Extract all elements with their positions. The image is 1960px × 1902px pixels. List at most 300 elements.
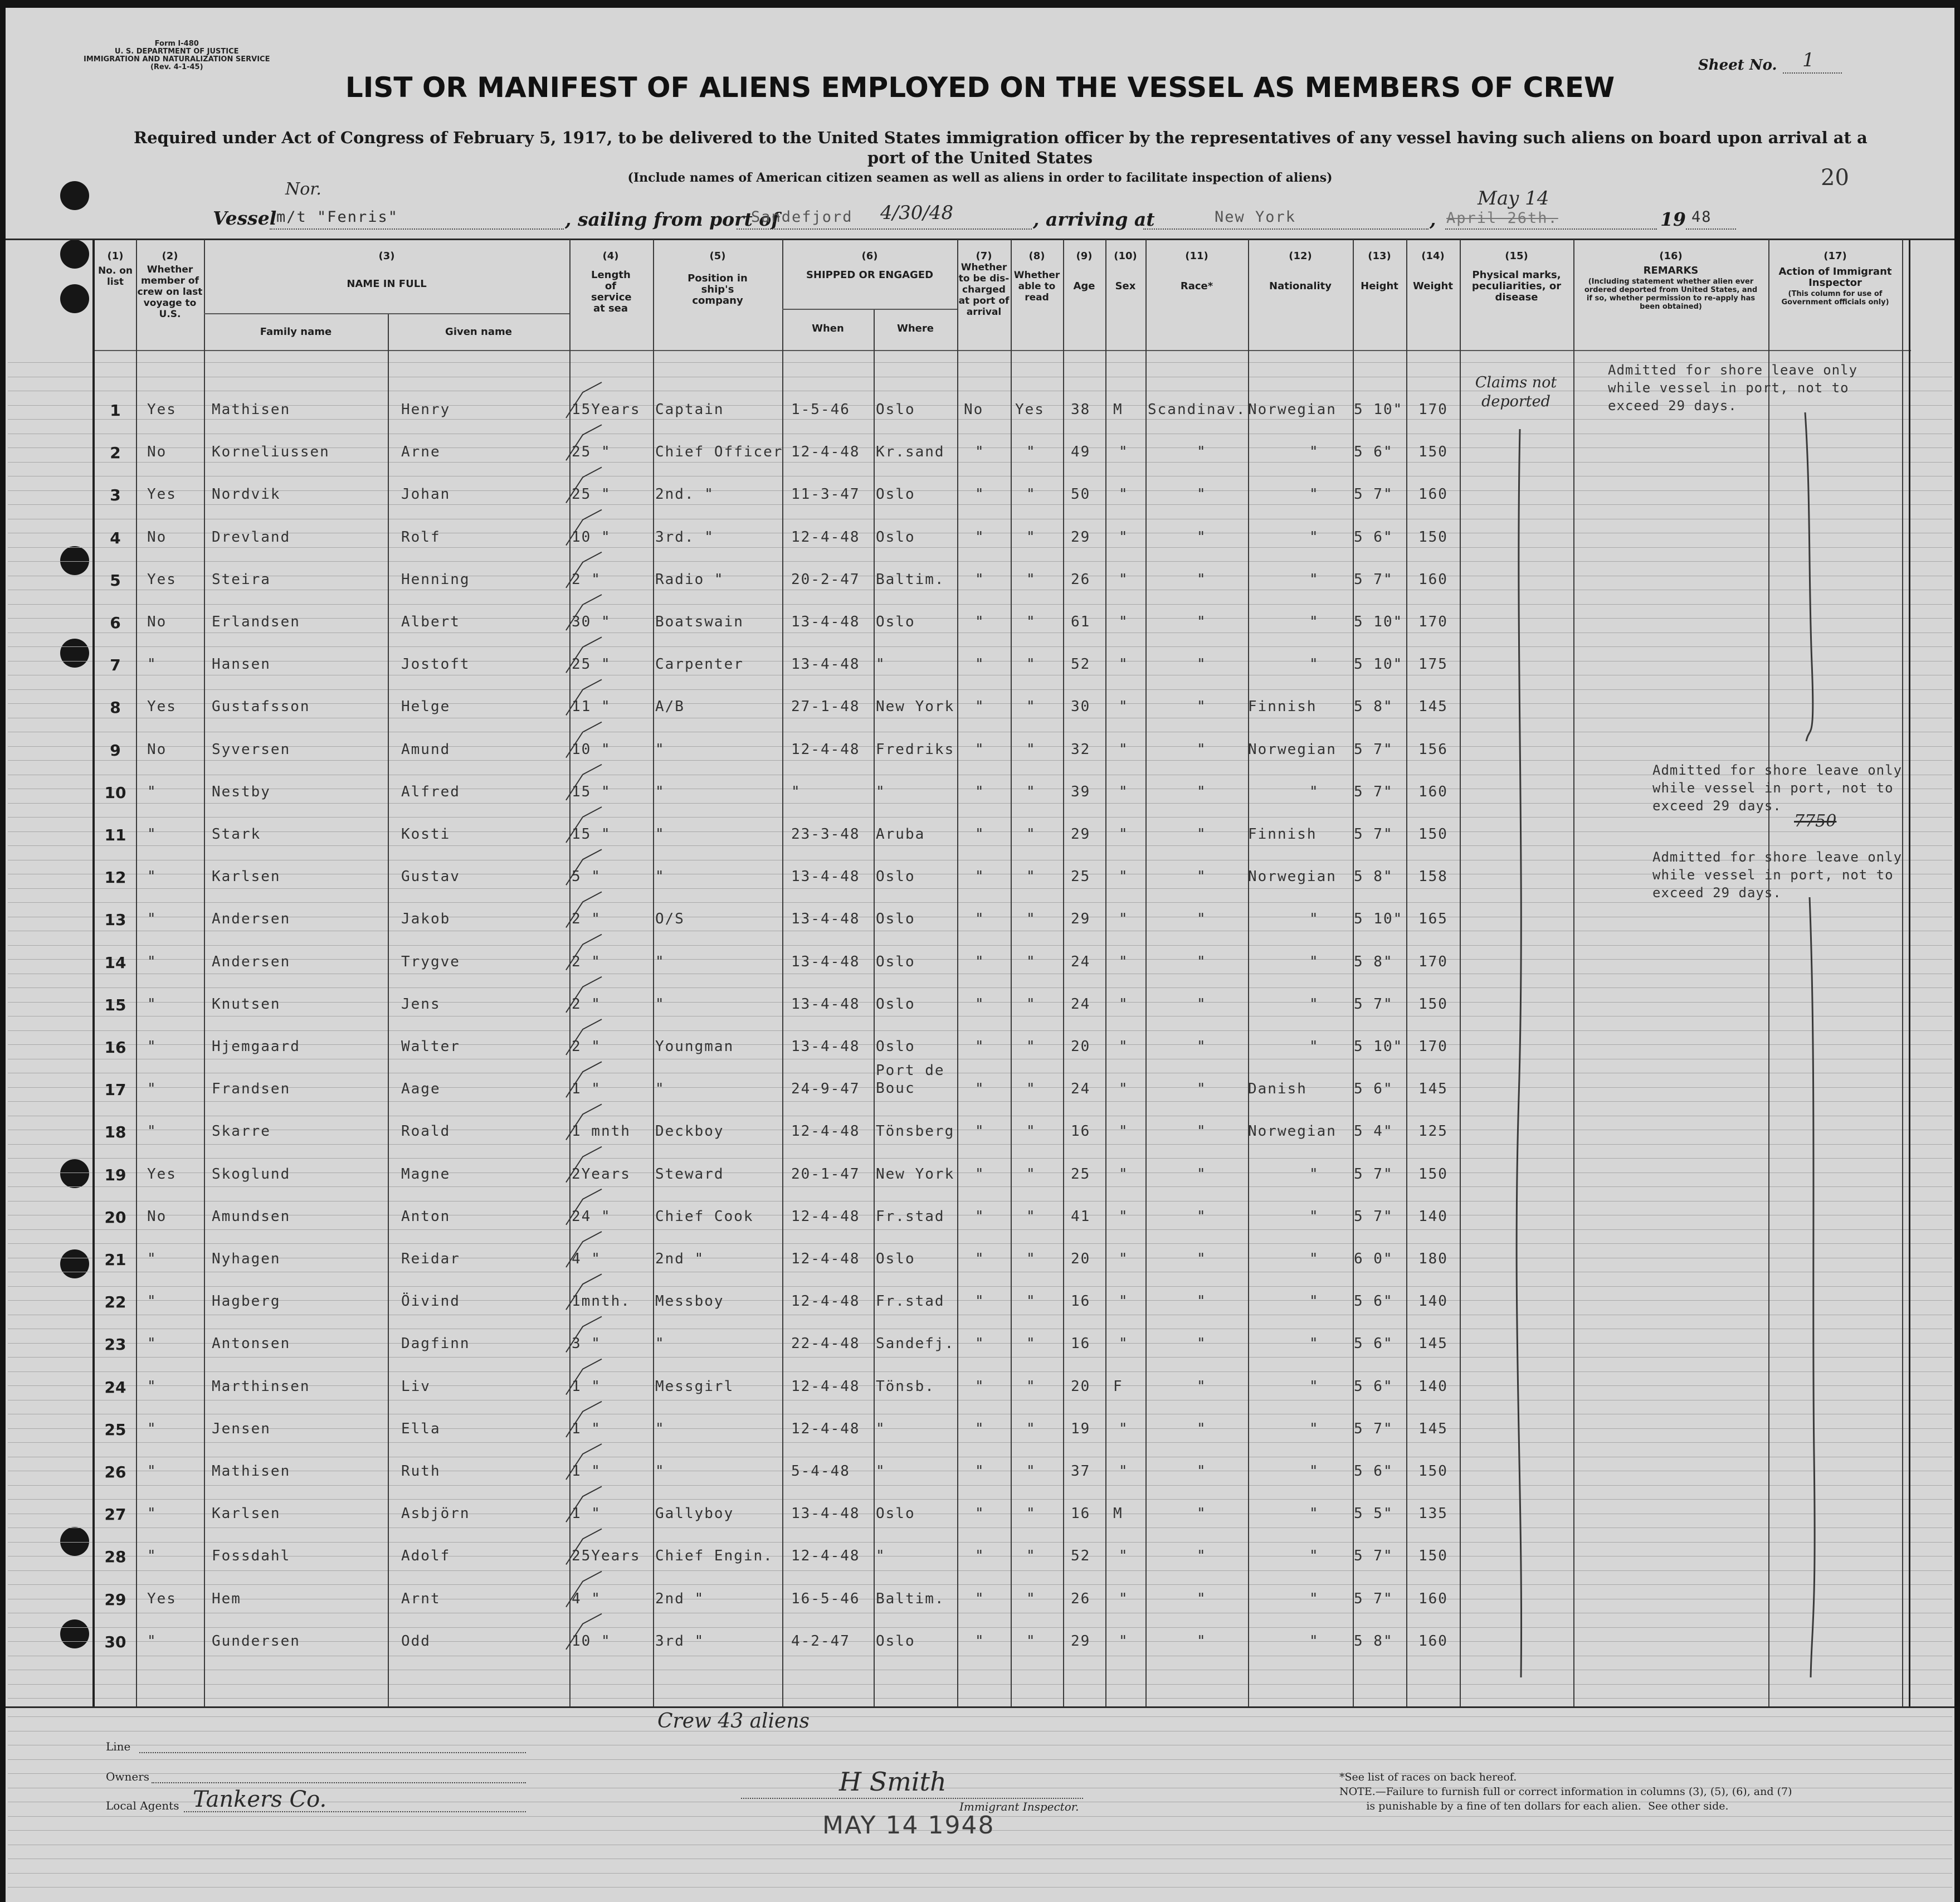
cell-given-name: Henry (401, 401, 451, 418)
cell-sex: " (1119, 954, 1129, 970)
cell-position: " (655, 954, 665, 970)
tick-mark (566, 977, 602, 1013)
sailing-label: , sailing from port of (565, 208, 779, 230)
cell-last-voyage: " (147, 1081, 157, 1097)
ruled-line (8, 1144, 1952, 1145)
cell-length-of-service: 2 " (572, 954, 601, 970)
cell-family-name: Nestby (212, 784, 271, 800)
cell-height: 5 5" (1354, 1505, 1393, 1522)
cell-nationality: Finnish (1248, 826, 1317, 843)
cell-last-voyage: " (147, 784, 157, 800)
cell-length-of-service: 24 " (572, 1208, 611, 1225)
cell-weight: 170 (1418, 401, 1448, 418)
cell-sex: " (1119, 656, 1129, 673)
shipped-subheader-line (782, 309, 957, 310)
cell-able-to-read: " (1026, 1038, 1036, 1055)
cell-shipped-when: 12-4-48 (791, 741, 860, 758)
punch-hole (60, 1249, 89, 1278)
cell-position: Messgirl (655, 1378, 734, 1395)
cell-given-name: Jens (401, 996, 441, 1013)
tick-mark (566, 382, 602, 418)
inspector-signature: H Smith (839, 1767, 947, 1797)
cell-given-name: Kosti (401, 826, 451, 843)
cell-sex: " (1119, 571, 1129, 588)
cell-sex: M (1113, 1505, 1123, 1522)
column-divider (1105, 240, 1106, 1706)
cell-nationality: " (1309, 1633, 1319, 1650)
cell-last-voyage: " (147, 1123, 157, 1140)
cell-age: 25 (1071, 1166, 1091, 1183)
sheet-number-label: Sheet No. (1698, 57, 1777, 74)
cell-position: " (655, 996, 665, 1013)
cell-able-to-read: Yes (1015, 401, 1045, 418)
table-right-border (1909, 240, 1910, 1706)
cell-last-voyage: " (147, 1038, 157, 1055)
cell-family-name: Hem (212, 1590, 241, 1607)
cell-row-number: 30 (104, 1633, 126, 1651)
form-info (84, 40, 270, 71)
cell-length-of-service: 2 " (572, 571, 601, 588)
ruled-line (8, 760, 1952, 761)
cell-position: " (655, 1421, 665, 1437)
cell-row-number: 23 (104, 1335, 126, 1354)
cell-shipped-where: Tönsberg (876, 1123, 955, 1140)
cell-age: 24 (1071, 954, 1091, 970)
cell-weight: 145 (1418, 1421, 1448, 1437)
cell-row-number: 11 (104, 826, 126, 844)
cell-shipped-when: 13-4-48 (791, 868, 860, 885)
column-header-last-voyage (136, 251, 204, 320)
cell-race: " (1197, 1335, 1207, 1352)
column-header-sex (1105, 251, 1145, 292)
cell-shipped-when: 1-5-46 (791, 401, 850, 418)
column-number: (9) (1076, 250, 1093, 262)
cell-weight: 125 (1418, 1123, 1448, 1140)
cell-sex: " (1119, 1590, 1129, 1607)
cell-race: " (1197, 784, 1207, 800)
tick-mark (566, 1614, 602, 1650)
cell-shipped-where: Oslo (876, 911, 915, 927)
cell-sex: " (1119, 911, 1129, 927)
cell-weight: 140 (1418, 1208, 1448, 1225)
cell-race: " (1197, 741, 1207, 758)
cell-shipped-where: Oslo (876, 868, 915, 885)
cell-sex: " (1119, 1038, 1129, 1055)
cell-able-to-read: " (1026, 698, 1036, 715)
cell-height: 5 7" (1354, 1166, 1393, 1183)
column-label: Height (1361, 280, 1398, 292)
column-header-family-name: Family name (260, 326, 332, 338)
column-number: (16) (1659, 250, 1683, 262)
cell-family-name: Drevland (212, 529, 291, 546)
cell-family-name: Frandsen (212, 1081, 291, 1097)
cell-last-voyage: " (147, 954, 157, 970)
line-label: Line (106, 1740, 131, 1753)
column-number: (12) (1289, 250, 1312, 262)
column-header-inspector-action (1768, 251, 1902, 307)
cell-position: Captain (655, 401, 724, 418)
tick-mark (566, 1104, 602, 1140)
remark-row-1: Admitted for shore leave only while vessel in port, not to exceed 29 days. (1608, 362, 1858, 414)
cell-height: 5 6" (1354, 1081, 1393, 1097)
cell-discharged: " (975, 868, 985, 885)
cell-age: 61 (1071, 614, 1091, 630)
cell-race: " (1197, 1548, 1207, 1564)
cell-position: " (655, 868, 665, 885)
cell-nationality: Norwegian (1248, 1123, 1337, 1140)
column-number: (17) (1824, 250, 1847, 262)
ruled-line (8, 1186, 1952, 1187)
cell-height: 5 7" (1354, 1421, 1393, 1437)
cell-age: 52 (1071, 656, 1091, 673)
tick-mark (566, 510, 602, 546)
cell-row-number: 2 (110, 444, 121, 462)
cell-able-to-read: " (1026, 826, 1036, 843)
cell-row-number: 1 (110, 401, 121, 420)
cell-length-of-service: 2Years (572, 1166, 631, 1183)
cell-sex: " (1119, 1081, 1129, 1097)
column-label: Length of service at sea (591, 269, 632, 314)
cell-discharged: " (975, 1548, 985, 1564)
cell-row-number: 19 (104, 1166, 126, 1184)
subtitle-port: port of the United States (867, 148, 1093, 167)
cell-weight: 170 (1418, 954, 1448, 970)
column-label: Weight (1413, 280, 1453, 292)
subtitle-requirement: Required under Act of Congress of February 5, 1917, to be delivered to the United States immigration officer by the representatives of any vessel having such aliens on board upon arrival at a (134, 128, 1868, 147)
cell-height: 5 7" (1354, 1590, 1393, 1607)
tick-mark (566, 1572, 602, 1607)
signature-line (741, 1798, 1083, 1799)
cell-last-voyage: " (147, 826, 157, 843)
cell-able-to-read: " (1026, 1166, 1036, 1183)
cell-discharged: " (975, 614, 985, 630)
ruled-line (8, 646, 1952, 647)
cell-shipped-where: Fredriks (876, 741, 955, 758)
ruled-line (8, 1371, 1952, 1372)
cell-last-voyage: Yes (147, 698, 177, 715)
tick-mark (566, 1316, 602, 1352)
cell-given-name: Helge (401, 698, 451, 715)
column-number: (11) (1185, 250, 1208, 262)
ruled-line (8, 902, 1952, 903)
cell-able-to-read: " (1026, 1633, 1036, 1650)
cell-race: " (1197, 996, 1207, 1013)
cell-race: " (1197, 868, 1207, 885)
cell-last-voyage: " (147, 1335, 157, 1352)
cell-given-name: Ella (401, 1421, 441, 1437)
cell-discharged: " (975, 1081, 985, 1097)
year-value: 48 (1691, 208, 1712, 226)
cell-position: " (655, 741, 665, 758)
cell-given-name: Johan (401, 486, 451, 503)
cell-last-voyage: Yes (147, 486, 177, 503)
cell-length-of-service: 2 " (572, 996, 601, 1013)
cell-sex: " (1119, 1633, 1129, 1650)
cell-nationality: " (1309, 1166, 1319, 1183)
cell-given-name: Henning (401, 571, 470, 588)
cell-shipped-where: Oslo (876, 1038, 915, 1055)
owners-label: Owners (106, 1770, 150, 1783)
cell-shipped-where: Oslo (876, 401, 915, 418)
cell-race: " (1197, 444, 1207, 460)
cell-sex: " (1119, 486, 1129, 503)
cell-family-name: Marthinsen (212, 1378, 310, 1395)
column-header-shipped-or-engaged (782, 251, 957, 281)
cell-able-to-read: " (1026, 954, 1036, 970)
cell-able-to-read: " (1026, 614, 1036, 630)
cell-shipped-where: Oslo (876, 529, 915, 546)
cell-height: 5 6" (1354, 444, 1393, 460)
cell-shipped-when: 13-4-48 (791, 614, 860, 630)
cell-position: A/B (655, 698, 685, 715)
cell-sex: " (1119, 444, 1129, 460)
cell-position: O/S (655, 911, 685, 927)
cell-age: 16 (1071, 1293, 1091, 1310)
cell-race: " (1197, 1421, 1207, 1437)
cell-shipped-when: 5-4-48 (791, 1463, 850, 1480)
cell-height: 5 10" (1354, 656, 1403, 673)
column-header-race (1145, 251, 1248, 292)
cell-discharged: " (975, 486, 985, 503)
cell-shipped-when: 13-4-48 (791, 656, 860, 673)
column-number: (8) (1028, 250, 1045, 262)
cell-family-name: Stark (212, 826, 261, 843)
cell-able-to-read: " (1026, 529, 1036, 546)
cell-shipped-when: 12-4-48 (791, 1208, 860, 1225)
cell-height: 5 8" (1354, 954, 1393, 970)
cell-row-number: 16 (104, 1038, 126, 1057)
cell-shipped-when: 12-4-48 (791, 444, 860, 460)
cell-shipped-when: 12-4-48 (791, 1421, 860, 1437)
cell-given-name: Odd (401, 1633, 431, 1650)
cell-weight: 170 (1418, 1038, 1448, 1055)
cell-length-of-service: 1 mnth (572, 1123, 631, 1140)
cell-nationality: " (1309, 1505, 1319, 1522)
cell-age: 16 (1071, 1505, 1091, 1522)
cell-weight: 150 (1418, 996, 1448, 1013)
ruled-line (8, 419, 1952, 420)
column-divider (1011, 240, 1012, 1706)
cell-shipped-when: 27-1-48 (791, 698, 860, 715)
cell-shipped-where: Kr.sand (876, 444, 945, 460)
cell-discharged: " (975, 698, 985, 715)
cell-race: " (1197, 529, 1207, 546)
cell-age: 37 (1071, 1463, 1091, 1480)
cell-height: 5 7" (1354, 1548, 1393, 1564)
local-agents-label: Local Agents (106, 1799, 179, 1812)
cell-row-number: 25 (104, 1421, 126, 1439)
cell-age: 41 (1071, 1208, 1091, 1225)
table-top-border (6, 239, 1954, 240)
cell-shipped-where: Oslo (876, 954, 915, 970)
punch-hole (60, 240, 89, 269)
ruled-line (8, 1101, 1952, 1102)
ruled-line (8, 1243, 1952, 1244)
cell-position: 3rd " (655, 1633, 705, 1650)
cell-length-of-service: 15Years (572, 401, 641, 418)
ruled-line (8, 1684, 1952, 1685)
cell-able-to-read: " (1026, 444, 1036, 460)
column-divider (1573, 240, 1574, 1706)
cell-discharged: " (975, 1590, 985, 1607)
cell-length-of-service: 10 " (572, 741, 611, 758)
cell-family-name: Skoglund (212, 1166, 291, 1183)
cell-row-number: 27 (104, 1505, 126, 1524)
cell-race: " (1197, 486, 1207, 503)
cell-row-number: 14 (104, 954, 126, 972)
cell-given-name: Reidar (401, 1251, 460, 1267)
punch-hole (60, 284, 89, 313)
cell-family-name: Fossdahl (212, 1548, 291, 1564)
cell-row-number: 7 (110, 656, 121, 674)
remark-row-10: Admitted for shore leave only while vessel in port, not to exceed 29 days. (1652, 762, 1903, 814)
column-label: REMARKS (1643, 265, 1699, 276)
cell-shipped-when: 12-4-48 (791, 1548, 860, 1564)
column-header-physical-marks (1460, 251, 1573, 303)
ruled-line (8, 504, 1952, 505)
ruled-line (8, 1485, 1952, 1486)
ruled-line (8, 1698, 1952, 1699)
cell-weight: 160 (1418, 784, 1448, 800)
cell-discharged: " (975, 1633, 985, 1650)
cell-length-of-service: 1 " (572, 1505, 601, 1522)
cell-discharged: " (975, 784, 985, 800)
cell-given-name: Dagfinn (401, 1335, 470, 1352)
cell-shipped-when: 12-4-48 (791, 1293, 860, 1310)
cell-discharged: " (975, 826, 985, 843)
frame-right (1954, 0, 1960, 1902)
column-label: No. on list (97, 265, 133, 288)
column-header-when: When (812, 323, 844, 334)
ruled-line (8, 1158, 1952, 1159)
cell-family-name: Hagberg (212, 1293, 281, 1310)
cell-age: 20 (1071, 1378, 1091, 1395)
cell-discharged: " (975, 1123, 985, 1140)
tick-mark (566, 637, 602, 673)
column-number: (4) (602, 250, 619, 262)
arriving-port: New York (1215, 208, 1296, 226)
tick-mark (566, 552, 602, 588)
cell-race: " (1197, 1251, 1207, 1267)
cell-nationality: " (1309, 1421, 1319, 1437)
form-number: Form I-480 (154, 40, 199, 48)
cell-given-name: Trygve (401, 954, 460, 970)
cell-age: 16 (1071, 1335, 1091, 1352)
cell-family-name: Gustafsson (212, 698, 310, 715)
cell-discharged: " (975, 911, 985, 927)
cell-weight: 160 (1418, 486, 1448, 503)
tick-mark (566, 1232, 602, 1267)
cell-able-to-read: " (1026, 1548, 1036, 1564)
cell-given-name: Anton (401, 1208, 451, 1225)
ruled-line (8, 1570, 1952, 1571)
column-divider (136, 240, 137, 1706)
tick-mark (566, 425, 602, 460)
cell-row-number: 13 (104, 911, 126, 929)
tick-mark (566, 1359, 602, 1395)
column-label: Action of Immigrant Inspector (1778, 266, 1892, 289)
cell-nationality: " (1309, 1208, 1319, 1225)
cell-sex: " (1119, 529, 1129, 546)
cell-race: " (1197, 1505, 1207, 1522)
cell-race: " (1197, 656, 1207, 673)
cell-length-of-service: 15 " (572, 826, 611, 843)
cell-given-name: Alfred (401, 784, 460, 800)
punch-hole (60, 1159, 89, 1188)
ruled-line (8, 689, 1952, 690)
cell-given-name: Jostoft (401, 656, 470, 673)
cell-discharged: " (975, 1208, 985, 1225)
cell-race: " (1197, 1293, 1207, 1310)
cell-last-voyage: " (147, 1378, 157, 1395)
cell-last-voyage: Yes (147, 1590, 177, 1607)
cell-discharged: " (975, 1251, 985, 1267)
cell-last-voyage: " (147, 868, 157, 885)
cell-position: Deckboy (655, 1123, 724, 1140)
cell-position: " (655, 826, 665, 843)
cell-row-number: 20 (104, 1208, 126, 1227)
column-label: Nationality (1269, 280, 1332, 292)
cell-family-name: Syversen (212, 741, 291, 758)
cell-nationality: Danish (1248, 1081, 1307, 1097)
cell-race: " (1197, 911, 1207, 927)
cell-height: 5 10" (1354, 911, 1403, 927)
column-number: (10) (1114, 250, 1137, 262)
cell-family-name: Skarre (212, 1123, 271, 1140)
column-divider (1248, 240, 1249, 1706)
cell-height: 5 10" (1354, 401, 1403, 418)
cell-age: 25 (1071, 868, 1091, 885)
cell-weight: 150 (1418, 826, 1448, 843)
cell-length-of-service: 11 " (572, 698, 611, 715)
column-label: Physical marks, peculiarities, or disease (1471, 269, 1562, 303)
cell-discharged: " (975, 1038, 985, 1055)
cell-sex: " (1119, 614, 1129, 630)
cell-height: 5 6" (1354, 1463, 1393, 1480)
cell-row-number: 9 (110, 741, 121, 760)
cell-sex: " (1119, 868, 1129, 885)
column-header-height (1353, 251, 1406, 292)
cell-given-name: Magne (401, 1166, 451, 1183)
cell-length-of-service: 1 " (572, 1421, 601, 1437)
cell-sex: F (1113, 1378, 1123, 1395)
cell-weight: 156 (1418, 741, 1448, 758)
cell-able-to-read: " (1026, 996, 1036, 1013)
fine-note: NOTE.—Failure to furnish full or correct information in columns (3), (5), (6), and (7) is punishable by a fine of ten dollars for each alien. See other side. (1339, 1786, 1792, 1812)
column-header-where: Where (897, 323, 934, 334)
cell-last-voyage: No (147, 1208, 167, 1225)
cell-shipped-where: Baltim. (876, 571, 945, 588)
cell-sex: M (1113, 401, 1123, 418)
cell-race: " (1197, 1463, 1207, 1480)
column-label: Race* (1180, 280, 1213, 292)
tick-mark (566, 1189, 602, 1225)
ditto-line-inspector-2 (1797, 897, 1831, 1689)
cell-weight: 180 (1418, 1251, 1448, 1267)
cell-position: Gallyboy (655, 1505, 734, 1522)
tick-mark (566, 807, 602, 843)
tick-mark (566, 595, 602, 630)
cell-last-voyage: Yes (147, 1166, 177, 1183)
cell-sex: " (1119, 996, 1129, 1013)
cell-family-name: Mathisen (212, 1463, 291, 1480)
cell-family-name: Hjemgaard (212, 1038, 300, 1055)
cell-position: " (655, 784, 665, 800)
cell-height: 5 7" (1354, 784, 1393, 800)
cell-weight: 175 (1418, 656, 1448, 673)
column-divider (1768, 240, 1769, 1706)
cell-last-voyage: No (147, 614, 167, 630)
